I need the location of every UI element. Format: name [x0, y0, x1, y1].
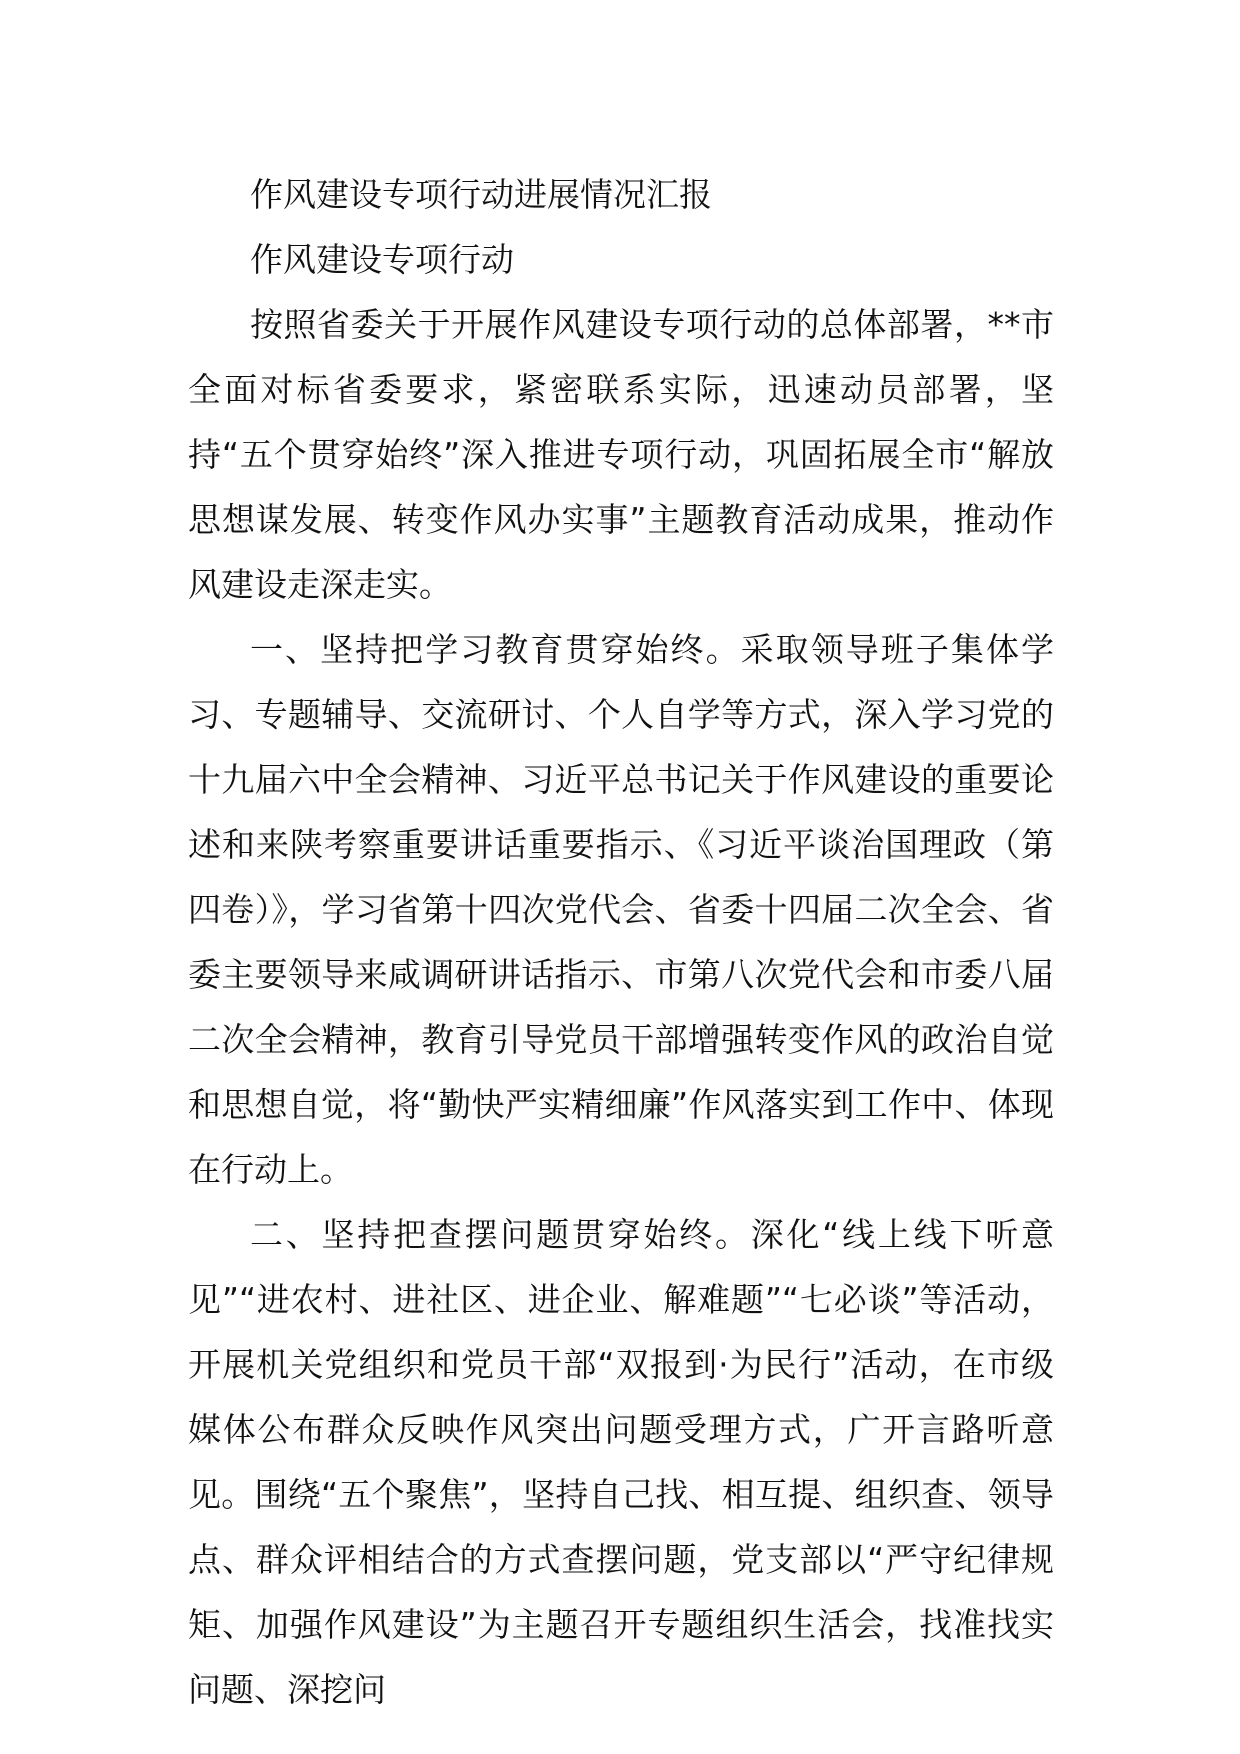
document-body: [188, 162, 1054, 1722]
paragraph-problem-finding: 二、坚持把查摆问题贯穿始终。深化“线上线下听意见”“进农村、进社区、进企业、解难题”“七必谈”等活动，开展机关党组织和党员干部“双报到·为民行”活动，在市级媒体公布群众反映作风突出问题受理方式，广开言路听意见。围绕“五个聚焦”，坚持自己找、相互提、组织查、领导点、群众评相结合的方式查摆问题，党支部以“严守纪律规矩、加强作风建设”为主题召开专题组织生活会，找准找实问题、深挖问: [188, 1215, 1054, 1709]
paragraph-study-education: 一、坚持把学习教育贯穿始终。采取领导班子集体学习、专题辅导、交流研讨、个人自学等方式，深入学习党的十九届六中全会精神、习近平总书记关于作风建设的重要论述和来陕考察重要讲话重要指示、《习近平谈治国理政（第四卷）》，学习省第十四次党代会、省委十四届二次全会、省委主要领导来咸调研讲话指示、市第八次党代会和市委八届二次全会精神，教育引导党员干部增强转变作风的政治自觉和思想自觉，将“勤快严实精细廉”作风落实到工作中、体现在行动上。: [188, 630, 1054, 1189]
paragraph-intro: 按照省委关于开展作风建设专项行动的总体部署，**市全面对标省委要求，紧密联系实际，迅速动员部署，坚持“五个贯穿始终”深入推进专项行动，巩固拓展全市“解放思想谋发展、转变作风办实事”主题教育活动成果，推动作风建设走深走实。: [188, 305, 1054, 604]
document-title: 作风建设专项行动进展情况汇报: [250, 175, 712, 214]
document-subtitle: 作风建设专项行动: [250, 240, 514, 279]
